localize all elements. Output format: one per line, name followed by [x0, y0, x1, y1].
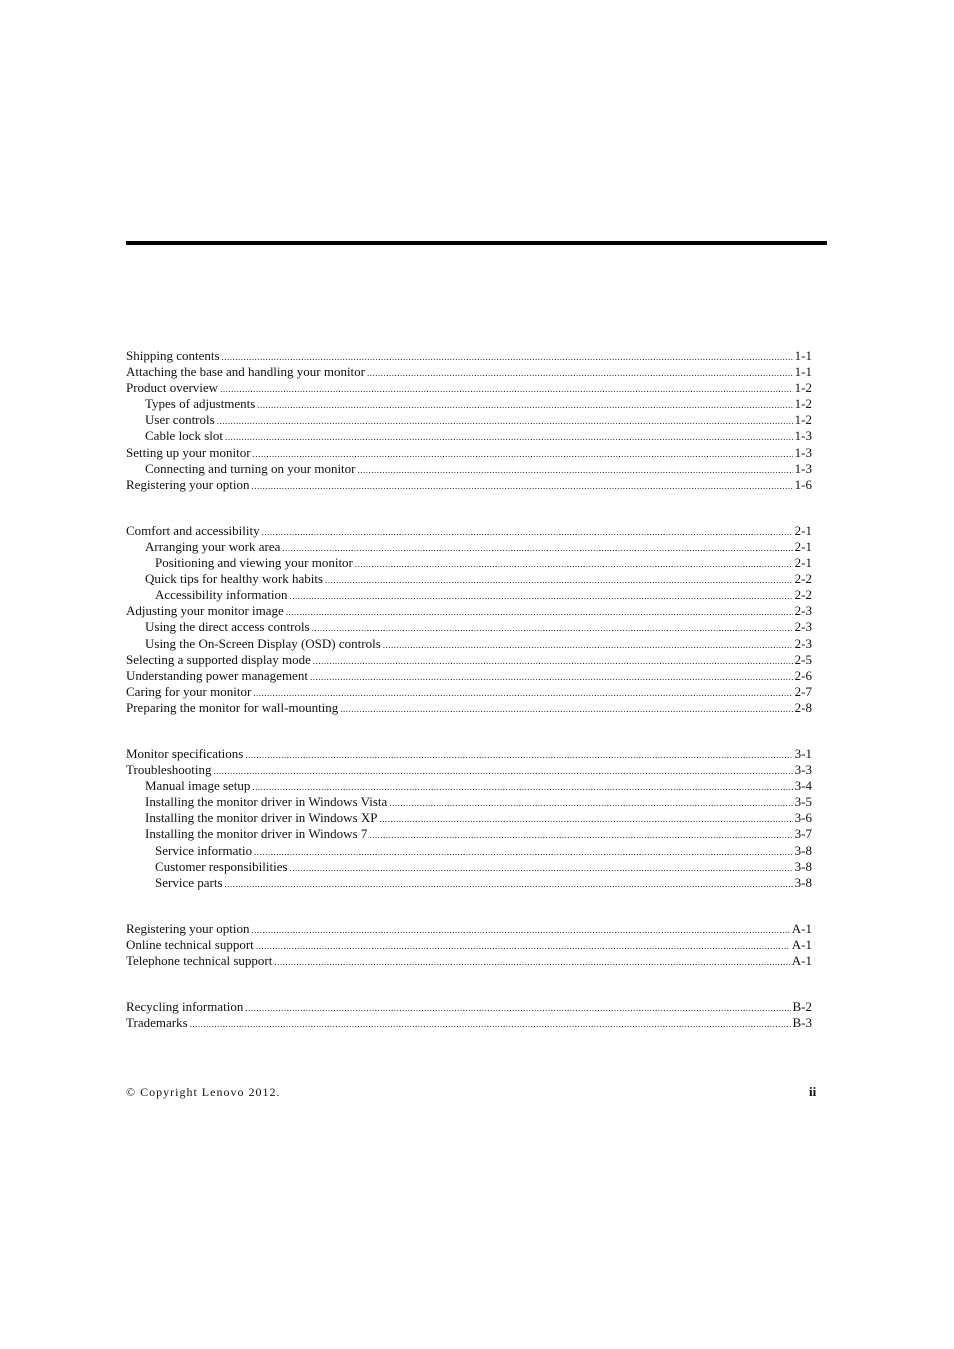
dot-leader: [358, 462, 793, 478]
toc-entry-title: Registering your option: [126, 476, 250, 492]
toc-entry-title: Online technical support: [126, 936, 254, 952]
toc-entry[interactable]: [126, 587, 812, 603]
toc-entry[interactable]: [126, 477, 812, 493]
toc-entry-page: 3-6: [794, 810, 812, 826]
toc-section: [126, 523, 812, 716]
toc-entry[interactable]: [126, 380, 812, 396]
toc-section: [126, 348, 812, 493]
toc-entry-page: 2-2: [794, 571, 812, 587]
toc-entry[interactable]: [126, 953, 812, 969]
toc-entry-title: Installing the monitor driver in Windows 7: [145, 826, 368, 842]
dot-leader: [257, 397, 792, 413]
toc-entry[interactable]: [126, 700, 812, 716]
dot-leader: [312, 620, 793, 636]
toc-entry[interactable]: [126, 636, 812, 652]
toc-entry[interactable]: [126, 684, 812, 700]
dot-leader: [310, 669, 793, 685]
toc-entry[interactable]: [126, 652, 812, 668]
toc-entry-title: Service informatio: [155, 842, 253, 858]
toc-entry-title: Installing the monitor driver in Windows Vista: [145, 794, 388, 810]
toc-entry[interactable]: [126, 619, 812, 635]
toc-entry-page: 2-1: [794, 555, 812, 571]
dot-leader: [253, 685, 792, 701]
toc-entry-title: Monitor specifications: [126, 745, 244, 761]
toc-entry-title: Using the On-Screen Display (OSD) controls: [145, 635, 381, 651]
toc-entry-page: 1-6: [794, 476, 812, 492]
table-of-contents: [126, 348, 812, 1031]
toc-entry-page: 3-7: [794, 826, 812, 842]
dot-leader: [213, 763, 792, 779]
toc-entry-title: Shipping contents: [126, 348, 220, 363]
toc-entry[interactable]: [126, 571, 812, 587]
toc-entry[interactable]: [126, 364, 812, 380]
toc-entry-page: 1-2: [794, 380, 812, 396]
toc-entry[interactable]: [126, 843, 812, 859]
toc-entry-title: Telephone technical support: [126, 953, 273, 968]
toc-entry[interactable]: [126, 937, 812, 953]
toc-entry-page: 2-3: [794, 635, 812, 651]
dot-leader: [190, 1016, 791, 1032]
toc-entry[interactable]: [126, 523, 812, 539]
dot-leader: [252, 779, 792, 795]
toc-entry-page: A-1: [791, 953, 812, 968]
toc-entry[interactable]: [126, 762, 812, 778]
toc-entry-title: User controls: [145, 412, 215, 428]
toc-entry[interactable]: [126, 461, 812, 477]
toc-entry-title: Adjusting your monitor image: [126, 603, 284, 619]
toc-entry-page: 3-5: [794, 794, 812, 810]
dot-leader: [380, 811, 793, 827]
toc-entry-page: 1-3: [794, 428, 812, 444]
dot-leader: [252, 478, 793, 494]
toc-entry-title: Understanding power management: [126, 667, 308, 683]
toc-entry[interactable]: [126, 1015, 812, 1031]
toc-entry[interactable]: [126, 794, 812, 810]
dot-leader: [290, 588, 793, 604]
dot-leader: [245, 747, 792, 763]
toc-section: [126, 999, 812, 1031]
toc-entry-page: 1-1: [794, 364, 812, 380]
toc-entry-title: Troubleshooting: [126, 762, 212, 778]
dot-leader: [313, 653, 793, 669]
toc-entry-title: Caring for your monitor: [126, 683, 252, 699]
dot-leader: [217, 413, 793, 429]
toc-entry-title: Customer responsibilities: [155, 858, 288, 874]
toc-entry-page: 2-3: [794, 603, 812, 619]
toc-entry-title: Cable lock slot: [145, 428, 223, 444]
dot-leader: [286, 604, 793, 620]
header-rule: [126, 241, 827, 245]
toc-entry-page: 3-3: [794, 762, 812, 778]
dot-leader: [225, 876, 793, 892]
dot-leader: [340, 701, 792, 717]
toc-entry[interactable]: [126, 668, 812, 684]
toc-entry[interactable]: [126, 555, 812, 571]
toc-entry[interactable]: [126, 348, 812, 364]
toc-entry-page: 3-8: [794, 858, 812, 874]
dot-leader: [389, 795, 792, 811]
toc-entry[interactable]: [126, 875, 812, 891]
page-number: ii: [809, 1084, 817, 1099]
toc-entry-title: Types of adjustments: [145, 396, 256, 412]
toc-entry-page: A-1: [791, 936, 812, 952]
toc-entry-page: 1-2: [794, 412, 812, 428]
toc-entry-page: 1-2: [794, 396, 812, 412]
dot-leader: [254, 844, 793, 860]
dot-leader: [262, 524, 793, 540]
toc-entry-title: Installing the monitor driver in Windows XP: [145, 810, 378, 826]
toc-entry-title: Service parts: [155, 874, 223, 890]
copyright-notice: © Copyright Lenovo 2012.: [126, 1085, 281, 1099]
toc-entry-page: 1-3: [794, 460, 812, 476]
dot-leader: [355, 556, 793, 572]
toc-entry-title: Using the direct access controls: [145, 619, 310, 635]
toc-entry-title: Registering your option: [126, 920, 250, 936]
toc-entry[interactable]: [126, 539, 812, 555]
dot-leader: [383, 637, 793, 653]
toc-entry-page: 3-4: [794, 778, 812, 794]
toc-entry-title: Selecting a supported display mode: [126, 651, 311, 667]
toc-entry[interactable]: [126, 778, 812, 794]
toc-entry[interactable]: [126, 810, 812, 826]
toc-section: [126, 921, 812, 969]
toc-entry-page: 3-1: [794, 745, 812, 761]
dot-leader: [282, 540, 792, 556]
dot-leader: [369, 827, 792, 843]
toc-entry[interactable]: [126, 826, 812, 842]
toc-entry-page: 3-8: [794, 842, 812, 858]
toc-entry-page: 2-8: [794, 699, 812, 715]
toc-entry[interactable]: [126, 428, 812, 444]
toc-entry-title: Accessibility information: [155, 587, 288, 603]
toc-entry-page: 1-1: [794, 348, 812, 363]
toc-entry-page: 2-1: [794, 538, 812, 554]
dot-leader: [225, 429, 793, 445]
toc-entry-page: 2-5: [794, 651, 812, 667]
dot-leader: [252, 922, 790, 938]
dot-leader: [222, 349, 793, 365]
toc-entry-title: Setting up your monitor: [126, 444, 251, 460]
toc-entry[interactable]: [126, 921, 812, 937]
toc-entry-title: Preparing the monitor for wall-mounting: [126, 699, 339, 715]
toc-entry-title: Trademarks: [126, 1015, 188, 1031]
toc-entry[interactable]: [126, 445, 812, 461]
dot-leader: [253, 446, 793, 462]
toc-entry-page: B-3: [792, 1015, 812, 1031]
dot-leader: [325, 572, 793, 588]
toc-entry[interactable]: [126, 859, 812, 875]
toc-entry-page: 2-7: [794, 683, 812, 699]
toc-entry[interactable]: [126, 746, 812, 762]
dot-leader: [245, 1000, 790, 1016]
toc-entry-title: Manual image setup: [145, 778, 251, 794]
toc-entry-title: Arranging your work area: [145, 538, 281, 554]
toc-entry-title: Comfort and accessibility: [126, 522, 260, 538]
toc-entry-title: Recycling information: [126, 999, 244, 1015]
toc-entry-title: Connecting and turning on your monitor: [145, 460, 356, 476]
toc-entry[interactable]: [126, 412, 812, 428]
toc-entry-page: 3-8: [794, 874, 812, 890]
dot-leader: [274, 954, 789, 970]
toc-entry-title: Positioning and viewing your monitor: [155, 555, 353, 571]
toc-entry[interactable]: [126, 396, 812, 412]
toc-entry-page: A-1: [791, 920, 812, 936]
toc-entry-page: B-2: [792, 999, 812, 1015]
toc-entry[interactable]: [126, 603, 812, 619]
toc-entry-title: Attaching the base and handling your monitor: [126, 364, 366, 380]
toc-entry[interactable]: [126, 999, 812, 1015]
dot-leader: [220, 381, 793, 397]
dot-leader: [256, 938, 790, 954]
toc-entry-page: 2-2: [794, 587, 812, 603]
toc-entry-title: Product overview: [126, 380, 219, 396]
toc-entry-page: 2-3: [794, 619, 812, 635]
toc-section: [126, 746, 812, 891]
dot-leader: [367, 365, 793, 381]
toc-entry-page: 2-1: [794, 522, 812, 538]
toc-entry-page: 1-3: [794, 444, 812, 460]
toc-entry-title: Quick tips for healthy work habits: [145, 571, 323, 587]
toc-entry-page: 2-6: [794, 667, 812, 683]
dot-leader: [290, 860, 793, 876]
